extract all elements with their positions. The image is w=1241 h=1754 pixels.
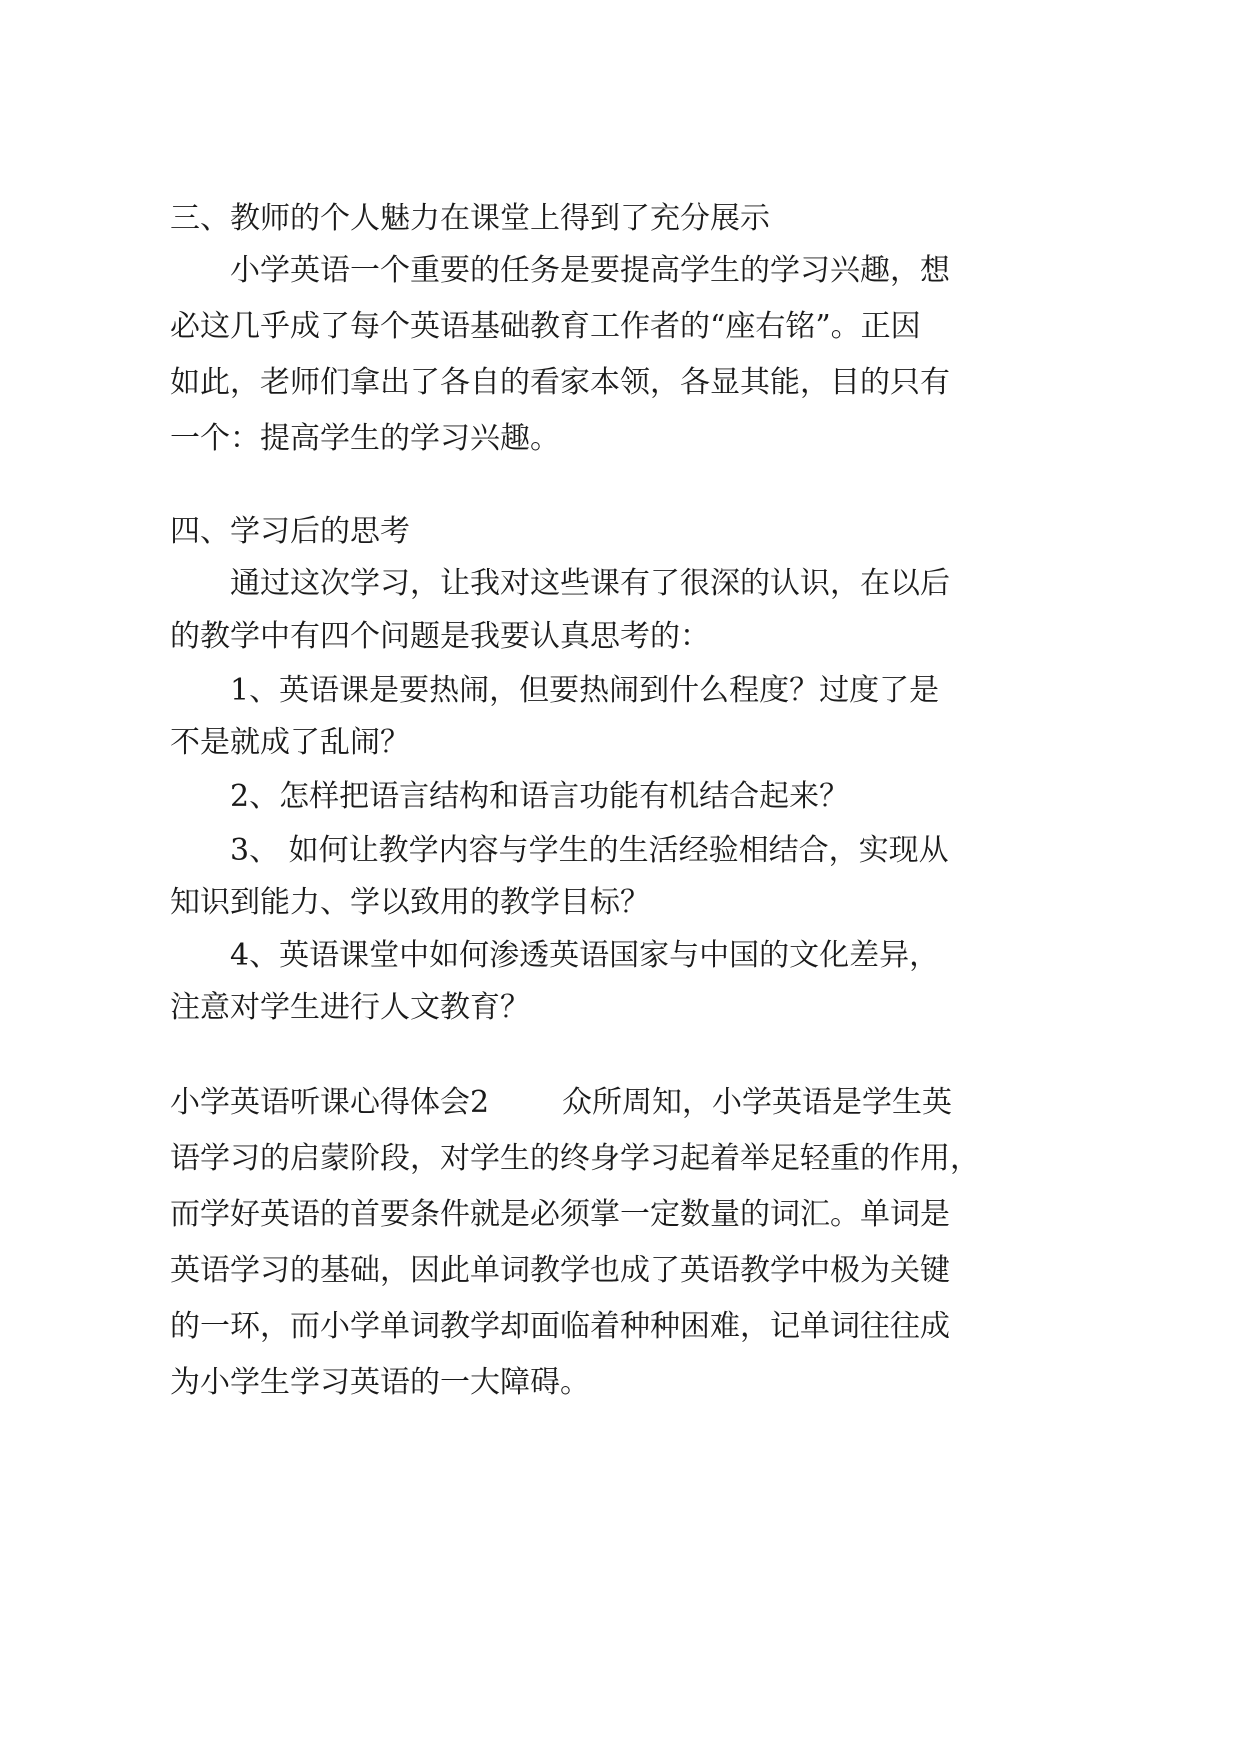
section-heading — [0, 507, 1241, 557]
question-item — [0, 666, 1241, 716]
text-line: 的教学中有四个问题是我要认真思考的： — [170, 619, 710, 654]
question-item — [0, 826, 1241, 876]
paragraph-line — [0, 302, 1241, 352]
text-line: 英语学习的基础，因此单词教学也成了英语教学中极为关键 — [170, 1253, 950, 1288]
text-line: 知识到能力、学以致用的教学目标？ — [170, 885, 650, 920]
text-line: 不是就成了乱闹？ — [170, 725, 410, 760]
paragraph-line — [0, 1302, 1241, 1352]
text-line: 众所周知，小学英语是学生英 — [562, 1085, 952, 1120]
paragraph-line — [0, 414, 1241, 464]
paragraph-line — [0, 559, 1241, 609]
paragraph-line — [0, 612, 1241, 662]
text-line: 3、 如何让教学内容与学生的生活经验相结合，实现从 — [230, 833, 949, 868]
question-item — [0, 718, 1241, 768]
text-line: 1、英语课是要热闹，但要热闹到什么程度？过度了是 — [230, 673, 940, 708]
paragraph-line — [0, 1134, 1241, 1184]
question-item — [0, 772, 1241, 822]
question-item — [0, 878, 1241, 928]
text-line: 小学英语一个重要的任务是要提高学生的学习兴趣，想 — [230, 253, 950, 288]
text-line: 而学好英语的首要条件就是必须掌一定数量的词汇。单词是 — [170, 1197, 950, 1232]
text-line: 注意对学生进行人文教育？ — [170, 990, 530, 1025]
question-item — [0, 931, 1241, 981]
paragraph-line — [0, 246, 1241, 296]
essay-title: 小学英语听课心得体会2 — [170, 1085, 490, 1120]
text-line: 必这几乎成了每个英语基础教育工作者的“座右铭”。正因 — [170, 309, 921, 344]
text-line: 的一环，而小学单词教学却面临着种种困难，记单词往往成 — [170, 1309, 950, 1344]
text-line: 通过这次学习，让我对这些课有了很深的认识，在以后 — [230, 566, 950, 601]
essay-title-line — [0, 1078, 1241, 1128]
section-heading — [0, 194, 1241, 244]
heading-text: 四、学习后的思考 — [170, 514, 410, 549]
question-item — [0, 983, 1241, 1033]
paragraph-line — [0, 358, 1241, 408]
paragraph-line — [0, 1246, 1241, 1296]
heading-text: 三、教师的个人魅力在课堂上得到了充分展示 — [170, 201, 770, 236]
text-line: 如此，老师们拿出了各自的看家本领，各显其能，目的只有 — [170, 365, 950, 400]
text-line: 4、英语课堂中如何渗透英语国家与中国的文化差异， — [230, 938, 940, 973]
text-line: 一个：提高学生的学习兴趣。 — [170, 421, 560, 456]
paragraph-line — [0, 1358, 1241, 1408]
text-line: 为小学生学习英语的一大障碍。 — [170, 1365, 590, 1400]
paragraph-line — [0, 1190, 1241, 1240]
text-line: 2、怎样把语言结构和语言功能有机结合起来？ — [230, 779, 850, 814]
text-line: 语学习的启蒙阶段，对学生的终身学习起着举足轻重的作用， — [170, 1141, 980, 1176]
